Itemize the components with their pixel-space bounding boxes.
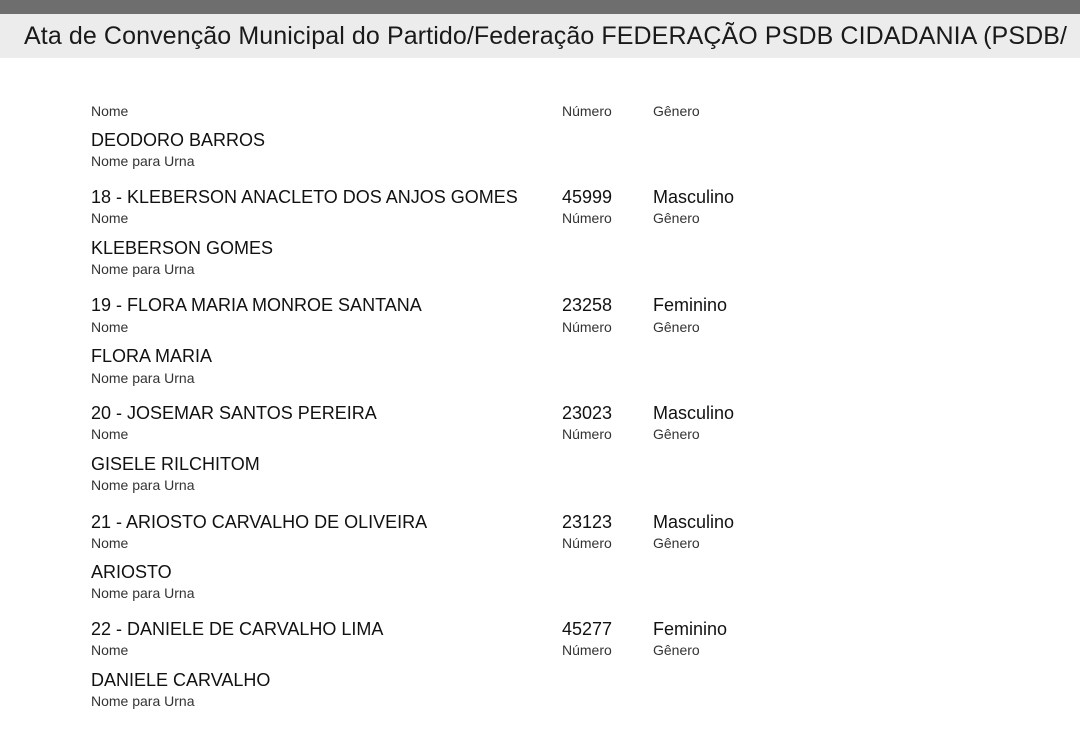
candidate-name: 20 - JOSEMAR SANTOS PEREIRA (91, 403, 377, 423)
label-nome: Nome (91, 210, 129, 226)
candidate-number: 23023 (562, 403, 613, 423)
candidate-number: 23123 (562, 512, 613, 532)
candidate-ballot-name: KLEBERSON GOMES (91, 238, 274, 258)
label-genero: Gênero (653, 319, 700, 335)
label-nome-urna: Nome para Urna (91, 585, 195, 601)
label-nome: Nome (91, 319, 129, 335)
label-numero: Número (562, 210, 612, 226)
candidate-name: 19 - FLORA MARIA MONROE SANTANA (91, 295, 422, 315)
label-genero: Gênero (653, 210, 700, 226)
candidate-gender: Feminino (653, 619, 728, 639)
label-numero: Número (562, 642, 612, 658)
header-label-nome: Nome (91, 103, 129, 119)
candidate-ballot-name: DANIELE CARVALHO (91, 670, 271, 690)
candidate-ballot-name: FLORA MARIA (91, 346, 213, 366)
header-label-numero: Número (562, 103, 612, 119)
title-bar (0, 14, 1080, 58)
candidate-gender: Feminino (653, 295, 728, 315)
label-genero: Gênero (653, 535, 700, 551)
label-nome-urna: Nome para Urna (91, 693, 195, 709)
document-title: Ata de Convenção Municipal do Partido/Federação FEDERAÇÃO PSDB CIDADANIA (PSDB/ (24, 22, 1068, 50)
label-nome-urna: Nome para Urna (91, 261, 195, 277)
candidate-number: 23258 (562, 295, 613, 315)
label-genero: Gênero (653, 426, 700, 442)
label-nome: Nome (91, 535, 129, 551)
label-nome-urna: Nome para Urna (91, 477, 195, 493)
label-numero: Número (562, 426, 612, 442)
label-nome-urna: Nome para Urna (91, 370, 195, 386)
first-ballot-name: DEODORO BARROS (91, 130, 266, 150)
candidate-ballot-name: GISELE RILCHITOM (91, 454, 260, 474)
label-numero: Número (562, 319, 612, 335)
label-nome: Nome (91, 426, 129, 442)
top-bar (0, 0, 1080, 14)
header-label-genero: Gênero (653, 103, 700, 119)
candidate-number: 45277 (562, 619, 613, 639)
candidate-name: 22 - DANIELE DE CARVALHO LIMA (91, 619, 384, 639)
label-nome: Nome (91, 642, 129, 658)
first-ballot-name-label: Nome para Urna (91, 153, 195, 169)
label-numero: Número (562, 535, 612, 551)
label-genero: Gênero (653, 642, 700, 658)
candidate-name: 18 - KLEBERSON ANACLETO DOS ANJOS GOMES (91, 187, 518, 207)
candidate-number: 45999 (562, 187, 613, 207)
candidate-gender: Masculino (653, 403, 735, 423)
candidate-ballot-name: ARIOSTO (91, 562, 172, 582)
candidate-name: 21 - ARIOSTO CARVALHO DE OLIVEIRA (91, 512, 428, 532)
candidate-gender: Masculino (653, 512, 735, 532)
candidate-gender: Masculino (653, 187, 735, 207)
